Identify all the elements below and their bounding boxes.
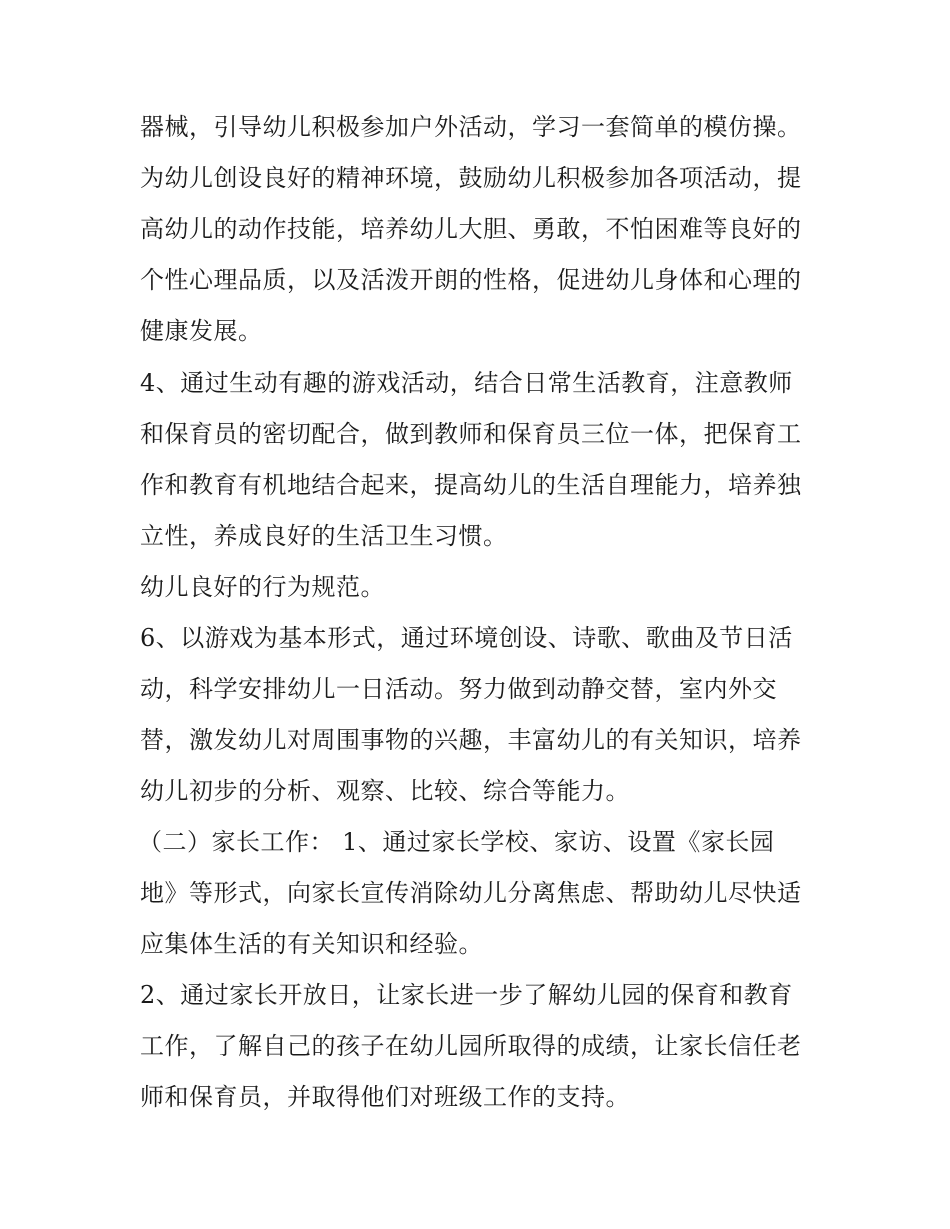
- text-line: 工作，了解自己的孩子在幼儿园所取得的成绩，让家长信任老: [140, 1032, 802, 1060]
- text-line: 器械，引导幼儿积极参加户外活动，学习一套简单的模仿操。: [140, 113, 802, 141]
- text-line: 幼儿初步的分析、观察、比较、综合等能力。: [140, 777, 630, 805]
- text-line: 4、通过生动有趣的游戏活动，结合日常生活教育，注意教师: [140, 369, 793, 397]
- text-line: 幼儿良好的行为规范。: [140, 573, 385, 601]
- text-line: 地》等形式，向家长宣传消除幼儿分离焦虑、帮助幼儿尽快适: [140, 879, 802, 907]
- text-line: 和保育员的密切配合，做到教师和保育员三位一体，把保育工: [140, 420, 802, 448]
- text-line: 健康发展。: [140, 317, 263, 345]
- text-line: 为幼儿创设良好的精神环境，鼓励幼儿积极参加各项活动，提: [140, 164, 802, 192]
- text-line: 个性心理品质，以及活泼开朗的性格，促进幼儿身体和心理的: [140, 266, 802, 294]
- text-line: 高幼儿的动作技能，培养幼儿大胆、勇敢，不怕困难等良好的: [140, 215, 802, 243]
- text-line: 替，激发幼儿对周围事物的兴趣，丰富幼儿的有关知识，培养: [140, 726, 802, 754]
- text-line: 应集体生活的有关知识和经验。: [140, 930, 483, 958]
- text-line: 立性，养成良好的生活卫生习惯。: [140, 522, 508, 550]
- text-line: 6、以游戏为基本形式，通过环境创设、诗歌、歌曲及节日活: [140, 624, 793, 652]
- text-line: 作和教育有机地结合起来，提高幼儿的生活自理能力，培养独: [140, 471, 802, 499]
- text-line: 2、通过家长开放日，让家长进一步了解幼儿园的保育和教育: [140, 981, 793, 1009]
- text-line: （二）家长工作： 1、通过家长学校、家访、设置《家长园: [138, 828, 775, 856]
- text-line: 师和保育员，并取得他们对班级工作的支持。: [140, 1083, 630, 1111]
- text-line: 动，科学安排幼儿一日活动。努力做到动静交替，室内外交: [140, 675, 777, 703]
